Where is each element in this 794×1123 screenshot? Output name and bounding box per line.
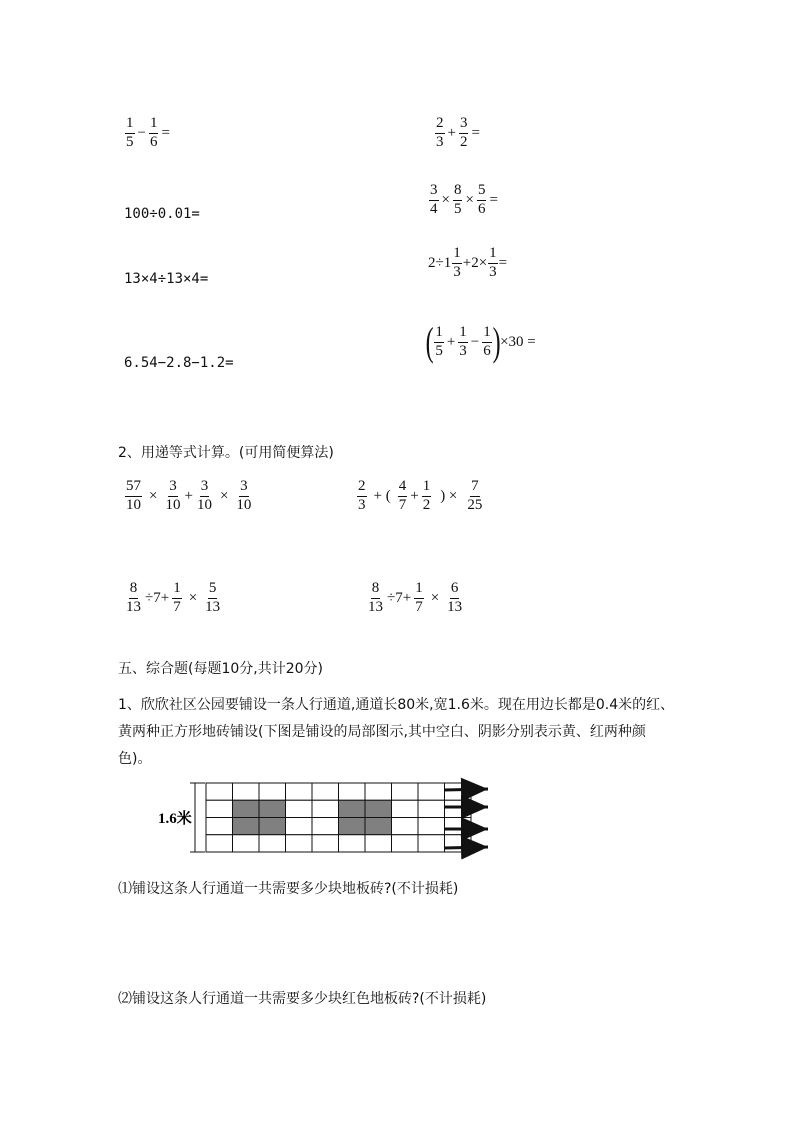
numerator: 2: [435, 116, 445, 134]
tile-yellow: [445, 800, 472, 817]
tile-yellow: [259, 783, 286, 800]
fraction: [367, 581, 384, 616]
denominator: 4: [430, 200, 438, 217]
fraction: [414, 581, 424, 616]
tile-yellow: [392, 818, 419, 835]
problem-5: $\frac{2}{3}$ + $\frac{3}{2}$ =: [436, 115, 480, 150]
section2-q4: $\frac{8}{13}$ ÷7+ $\frac{1}{7}$ × $\frac{6}{13}$: [368, 580, 463, 615]
problem-4: 6.54−2.8−1.2=: [124, 355, 234, 371]
tile-yellow: [286, 835, 313, 852]
numerator: 1: [414, 581, 424, 599]
fraction: [204, 581, 221, 616]
denominator: 6: [477, 200, 486, 217]
section2-q1: $\frac{57}{10}$ × $\frac{3}{10}$ + $\frac{3}{10}$ × $\frac{3}{10}$: [126, 478, 252, 513]
tile-yellow: [339, 835, 366, 852]
numerator: 57: [125, 479, 142, 497]
tile-red: [233, 818, 260, 835]
fraction: [452, 246, 462, 281]
problem-1: $\frac{1}{5}$ − $\frac{1}{6}$ =: [126, 115, 170, 150]
tile-yellow: [392, 783, 419, 800]
tile-yellow: [206, 800, 233, 817]
denominator: 2: [422, 496, 431, 513]
tile-yellow: [286, 818, 313, 835]
fraction: [458, 325, 468, 360]
numerator: 3: [459, 116, 469, 134]
denominator: 13: [205, 598, 221, 615]
arrow-icon: [444, 847, 488, 848]
tile-yellow: [445, 835, 472, 852]
fraction: [422, 479, 432, 514]
fraction: [482, 325, 492, 360]
tile-yellow: [392, 800, 419, 817]
tile-yellow: [312, 818, 339, 835]
fraction: [459, 116, 469, 151]
fraction: [125, 581, 142, 616]
tile-red: [339, 818, 366, 835]
denominator: 10: [196, 496, 212, 513]
tile-red: [365, 800, 392, 817]
fraction: [429, 183, 439, 218]
tile-yellow: [312, 800, 339, 817]
numerator: 6: [450, 581, 460, 599]
tile-yellow: [339, 783, 366, 800]
tile-red: [259, 800, 286, 817]
problem-8: ( $\frac{1}{5}$ + $\frac{1}{3}$ − $\frac{1}{6}$ ) ×30 =: [425, 319, 536, 364]
numerator: 1: [458, 325, 468, 343]
section5-heading: 五、综合题(每题10分,共计20分): [118, 661, 324, 677]
tile-yellow: [418, 818, 445, 835]
tile-yellow: [206, 818, 233, 835]
denominator: 13: [126, 598, 141, 615]
numerator: 8: [129, 581, 139, 599]
tile-yellow: [233, 835, 260, 852]
numerator: 3: [429, 183, 439, 201]
numerator: 1: [149, 116, 159, 134]
fraction: [446, 581, 463, 616]
fraction: [149, 116, 159, 151]
fraction: [434, 325, 444, 360]
denominator: 3: [489, 263, 497, 280]
denominator: 7: [415, 598, 423, 615]
problem-2: 100÷0.01=: [124, 206, 200, 222]
numerator: 2: [357, 479, 367, 497]
tile-yellow: [418, 783, 445, 800]
denominator: 10: [126, 496, 141, 513]
denominator: 3: [358, 496, 366, 513]
tile-yellow: [206, 783, 233, 800]
tile-yellow: [312, 835, 339, 852]
fraction: [125, 479, 142, 514]
denominator: 25: [467, 496, 483, 513]
numerator: 5: [477, 183, 487, 201]
tile-yellow: [233, 783, 260, 800]
numerator: 1: [422, 479, 432, 497]
denominator: 5: [126, 133, 134, 150]
numerator: 3: [200, 479, 210, 497]
section2-q3: $\frac{8}{13}$ ÷7+ $\frac{1}{7}$ × $\frac{5}{13}$: [126, 580, 221, 615]
tile-grid: [206, 783, 471, 852]
denominator: 2: [459, 133, 468, 150]
numerator: 1: [488, 246, 498, 264]
denominator: 6: [149, 133, 158, 150]
tile-yellow: [312, 783, 339, 800]
fraction: [488, 246, 498, 281]
fraction: [357, 479, 367, 514]
width-label: 1.6米: [158, 811, 192, 827]
tile-red: [339, 800, 366, 817]
numerator: 1: [482, 325, 492, 343]
tile-yellow: [392, 835, 419, 852]
numerator: 1: [172, 581, 182, 599]
numerator: 8: [371, 581, 381, 599]
numerator: 5: [208, 581, 218, 599]
denominator: 3: [459, 342, 467, 359]
problem-6: $\frac{3}{4}$ × $\frac{8}{5}$ × $\frac{5}{6}$ =: [430, 182, 498, 217]
numerator: 1: [452, 246, 462, 264]
numerator: 3: [168, 479, 178, 497]
fraction: [398, 479, 408, 514]
tile-diagram-svg: [150, 776, 510, 860]
numerator: 7: [470, 479, 480, 497]
fraction: [164, 479, 181, 514]
numerator: 4: [398, 479, 408, 497]
denominator: 10: [236, 496, 252, 513]
problem-3: 13×4÷13×4=: [124, 271, 209, 287]
section2-heading: 2、用递等式计算。(可用简便算法): [118, 445, 334, 461]
fraction: [172, 581, 182, 616]
denominator: 7: [398, 496, 407, 513]
tile-yellow: [418, 835, 445, 852]
numerator: 3: [239, 479, 249, 497]
denominator: 13: [447, 598, 463, 615]
denominator: 10: [165, 496, 181, 513]
tile-yellow: [365, 783, 392, 800]
numerator: 1: [434, 325, 444, 343]
tile-yellow: [418, 800, 445, 817]
fraction: [125, 116, 135, 151]
tile-red: [259, 818, 286, 835]
tile-yellow: [365, 835, 392, 852]
tile-yellow: [206, 835, 233, 852]
sub-question-2: ⑵铺设这条人行通道一共需要多少块红色地板砖?(不计损耗): [118, 991, 487, 1007]
denominator: 7: [173, 598, 181, 615]
numerator: 8: [453, 183, 463, 201]
denominator: 3: [453, 263, 461, 280]
fraction: [477, 183, 487, 218]
denominator: 3: [436, 133, 444, 150]
sub-question-1: ⑴铺设这条人行通道一共需要多少块地板砖?(不计损耗): [118, 881, 459, 897]
tile-yellow: [286, 800, 313, 817]
tile-yellow: [259, 835, 286, 852]
fraction: [235, 479, 252, 514]
denominator: 6: [483, 342, 491, 359]
fraction: [196, 479, 213, 514]
tile-yellow: [445, 818, 472, 835]
fraction: [466, 479, 483, 514]
numerator: 1: [125, 116, 135, 134]
fraction: [453, 183, 463, 218]
tile-red: [365, 818, 392, 835]
arrow-icon: [444, 789, 488, 790]
fraction: [435, 116, 445, 151]
denominator: 13: [368, 598, 383, 615]
problem1-text: 1、欣欣社区公园要铺设一条人行通道,通道长80米,宽1.6米。现在用边长都是0.4米的红、黄两种正方形地砖铺设(下图是铺设的局部图示,其中空白、阴影分别表示黄、红两种颜色)。: [118, 697, 675, 767]
problem-7: 2÷1 $\frac{1}{3}$ +2× $\frac{1}{3}$ =: [428, 245, 508, 280]
tile-red: [233, 800, 260, 817]
denominator: 5: [435, 342, 443, 359]
tile-yellow: [286, 783, 313, 800]
tile-diagram: [150, 776, 510, 860]
tile-yellow: [445, 783, 472, 800]
section2-q2: $\frac{2}{3}$ + ( $\frac{4}{7}$ + $\frac{1}{2}$ ) × $\frac{7}{25}$: [358, 478, 483, 513]
denominator: 5: [453, 200, 462, 217]
